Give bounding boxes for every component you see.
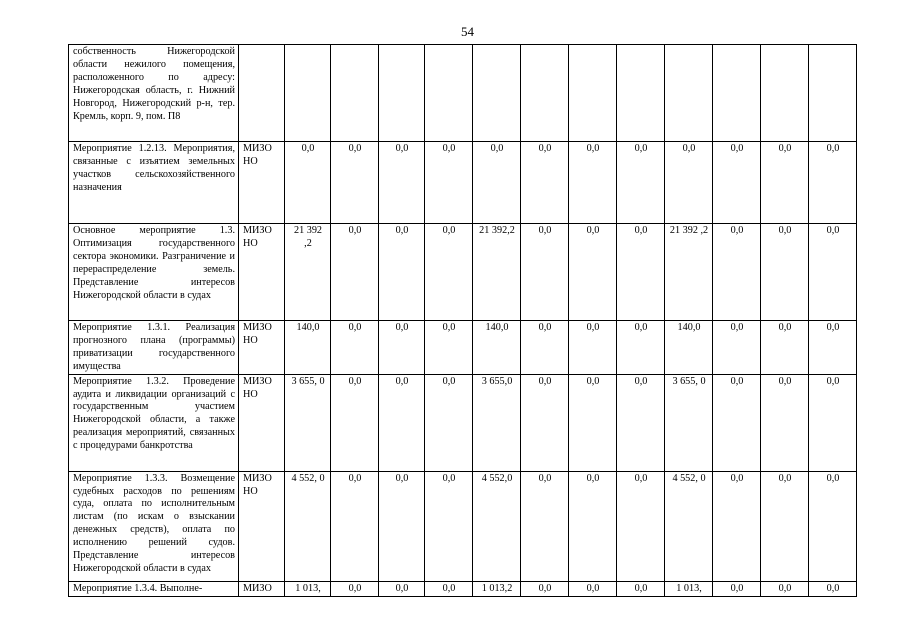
funding-cell xyxy=(285,45,331,142)
funding-cell: 21 392,2 xyxy=(473,224,521,321)
table-row xyxy=(69,45,857,142)
funding-cell: 0,0 xyxy=(425,581,473,596)
funding-cell: 0,0 xyxy=(569,224,617,321)
funding-cell: 0,0 xyxy=(521,224,569,321)
funding-cell: 0,0 xyxy=(713,374,761,471)
responsible-executor: МИЗО НО xyxy=(239,224,285,321)
responsible-executor: МИЗО НО xyxy=(239,471,285,581)
funding-cell: 0,0 xyxy=(761,471,809,581)
funding-cell: 140,0 xyxy=(473,321,521,375)
funding-cell: 0,0 xyxy=(521,581,569,596)
page-number: 54 xyxy=(461,24,474,39)
funding-cell: 0,0 xyxy=(379,321,425,375)
funding-cell: 0,0 xyxy=(617,321,665,375)
funding-cell: 0,0 xyxy=(569,374,617,471)
funding-cell: 0,0 xyxy=(379,471,425,581)
event-description: Мероприятие 1.3.3. Возмещение судебных расходов по решениям суда, оплата по исполнительным листам (по искам о взыскании денежных средств), оплата по исполнению решений судов. Представление интересов Нижегородской области в судах xyxy=(69,471,239,581)
funding-cell: 3 655, 0 xyxy=(665,374,713,471)
responsible-executor: МИЗО НО xyxy=(239,374,285,471)
funding-cell: 0,0 xyxy=(285,142,331,224)
funding-cell xyxy=(379,45,425,142)
funding-cell: 0,0 xyxy=(809,581,857,596)
funding-cell xyxy=(617,45,665,142)
funding-cell: 0,0 xyxy=(665,142,713,224)
funding-cell xyxy=(425,45,473,142)
funding-cell: 0,0 xyxy=(379,374,425,471)
funding-cell: 0,0 xyxy=(569,471,617,581)
table-row xyxy=(69,374,857,471)
funding-cell: 0,0 xyxy=(331,224,379,321)
table-row xyxy=(69,321,857,375)
funding-cell: 0,0 xyxy=(521,321,569,375)
funding-cell xyxy=(473,45,521,142)
funding-cell: 0,0 xyxy=(379,224,425,321)
funding-cell: 0,0 xyxy=(331,321,379,375)
funding-cell: 0,0 xyxy=(617,142,665,224)
event-description: Основное мероприятие 1.3. Оптимизация государственного сектора экономики. Разграничение и перераспределение земель. Представление интересов Нижегородской области в судах xyxy=(69,224,239,321)
funding-cell: 0,0 xyxy=(761,142,809,224)
funding-cell: 3 655, 0 xyxy=(285,374,331,471)
responsible-executor: МИЗО НО xyxy=(239,142,285,224)
funding-cell xyxy=(569,45,617,142)
funding-cell: 0,0 xyxy=(617,471,665,581)
funding-cell xyxy=(809,45,857,142)
funding-cell: 0,0 xyxy=(809,321,857,375)
funding-cell: 4 552, 0 xyxy=(665,471,713,581)
funding-cell: 4 552,0 xyxy=(473,471,521,581)
funding-cell: 0,0 xyxy=(713,142,761,224)
funding-cell xyxy=(331,45,379,142)
funding-cell xyxy=(713,45,761,142)
responsible-executor: МИЗО xyxy=(239,581,285,596)
event-description: Мероприятие 1.3.4. Выполне- xyxy=(69,581,239,596)
budget-table xyxy=(68,44,857,597)
funding-cell: 0,0 xyxy=(761,321,809,375)
funding-cell: 140,0 xyxy=(665,321,713,375)
funding-cell: 1 013,2 xyxy=(473,581,521,596)
event-description: Мероприятие 1.3.2. Проведение аудита и ликвидации организаций с государственным участием Нижегородской области, а также реализация мероприятий, связанных с процедурами банкротства xyxy=(69,374,239,471)
funding-cell: 0,0 xyxy=(473,142,521,224)
funding-cell: 1 013, xyxy=(665,581,713,596)
funding-cell: 0,0 xyxy=(809,224,857,321)
table-row xyxy=(69,581,857,596)
funding-cell: 3 655,0 xyxy=(473,374,521,471)
event-description: Мероприятие 1.2.13. Мероприятия, связанные с изъятием земельных участков сельскохозяйственного назначения xyxy=(69,142,239,224)
funding-cell: 0,0 xyxy=(425,224,473,321)
funding-cell: 4 552, 0 xyxy=(285,471,331,581)
funding-cell: 0,0 xyxy=(713,224,761,321)
table-row xyxy=(69,224,857,321)
funding-cell: 0,0 xyxy=(617,581,665,596)
funding-cell: 0,0 xyxy=(379,142,425,224)
funding-cell: 0,0 xyxy=(425,471,473,581)
responsible-executor: МИЗО НО xyxy=(239,321,285,375)
funding-cell: 0,0 xyxy=(617,224,665,321)
funding-cell: 0,0 xyxy=(379,581,425,596)
funding-cell: 0,0 xyxy=(809,471,857,581)
funding-cell: 0,0 xyxy=(521,471,569,581)
funding-cell: 0,0 xyxy=(713,471,761,581)
funding-cell: 0,0 xyxy=(521,142,569,224)
funding-cell: 0,0 xyxy=(521,374,569,471)
funding-cell: 0,0 xyxy=(331,581,379,596)
responsible-executor xyxy=(239,45,285,142)
funding-cell: 0,0 xyxy=(569,321,617,375)
funding-cell: 21 392 ,2 xyxy=(665,224,713,321)
table-row xyxy=(69,471,857,581)
funding-cell: 0,0 xyxy=(713,581,761,596)
funding-cell: 0,0 xyxy=(425,321,473,375)
funding-cell: 0,0 xyxy=(809,142,857,224)
funding-cell: 0,0 xyxy=(761,224,809,321)
table-row xyxy=(69,142,857,224)
funding-cell: 0,0 xyxy=(331,142,379,224)
event-description: собственность Нижегородской области нежилого помещения, расположенного по адресу: Нижегородская область, г. Нижний Новгород, Нижегородский р-н, тер. Кремль, корп. 9, пом. П8 xyxy=(69,45,239,142)
funding-cell: 0,0 xyxy=(761,581,809,596)
funding-cell: 0,0 xyxy=(331,471,379,581)
funding-cell xyxy=(761,45,809,142)
funding-cell: 0,0 xyxy=(425,142,473,224)
funding-cell: 140,0 xyxy=(285,321,331,375)
funding-cell: 0,0 xyxy=(425,374,473,471)
funding-cell: 0,0 xyxy=(617,374,665,471)
funding-cell xyxy=(521,45,569,142)
funding-cell: 0,0 xyxy=(331,374,379,471)
funding-cell: 0,0 xyxy=(761,374,809,471)
funding-cell: 0,0 xyxy=(713,321,761,375)
funding-cell: 0,0 xyxy=(569,142,617,224)
funding-cell xyxy=(665,45,713,142)
funding-cell: 0,0 xyxy=(569,581,617,596)
funding-cell: 21 392 ,2 xyxy=(285,224,331,321)
event-description: Мероприятие 1.3.1. Реализация прогнозного плана (программы) приватизации государственного имущества xyxy=(69,321,239,375)
funding-cell: 1 013, xyxy=(285,581,331,596)
funding-cell: 0,0 xyxy=(809,374,857,471)
